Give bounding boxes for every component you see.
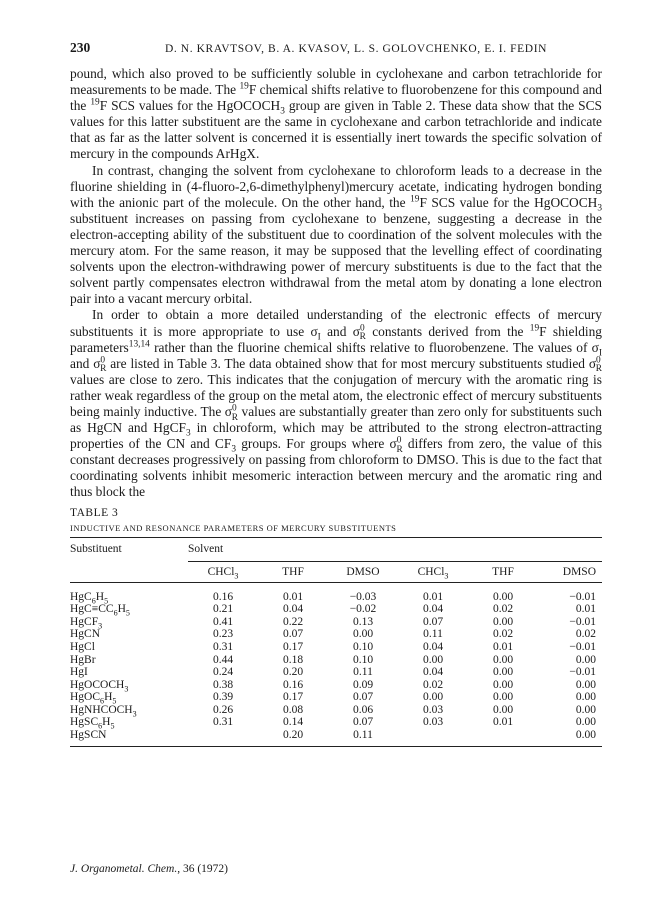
substituent-cell: $HgC_6H_5$	[70, 590, 109, 605]
page-header	[70, 40, 602, 60]
value-cell: 0.06	[352, 703, 374, 716]
value-cell: 0.11	[353, 729, 373, 742]
value-cell: 0.00	[575, 678, 596, 691]
substituent-cell: $HgOC_6H_5$	[70, 691, 117, 706]
value-cell: 0.10	[352, 640, 374, 653]
value-cell: 0.20	[282, 666, 304, 679]
value-cell: 0.02	[575, 628, 596, 641]
value-cell: 0.16	[212, 590, 234, 603]
value-cell: 0.02	[492, 628, 514, 641]
value-cell: 0.13	[352, 615, 374, 628]
substituent-cell: HgCl	[70, 640, 95, 653]
substituent-cell: $HgSC_6H_5$	[70, 716, 115, 731]
value-cell: 0.00	[492, 703, 514, 716]
value-cell: 0.01	[282, 590, 304, 603]
value-cell: 0.07	[422, 615, 444, 628]
value-cell: 0.17	[282, 640, 304, 653]
paragraph-3: In order to obtain a more detailed understanding of the electronic effects of mercury substituents it is more appropriate to use $\sigma_I$ and $\sigma^0_R$ constants derived from the $^{19}$F shielding parameters$^{13,14}$ rather than the fluorine chemical shifts relative to fluorobenzene. The values of $\sigma_I$ and $\sigma^0_R$ are listed in Table 3. The data obtained show that for most mercury substituents studied $\sigma^0_R$ values are close to zero. This indicates that the conjugation of mercury with the aromatic ring is rather weak regardless of the group on the metal atom, the electronic effect of mercury substituents being mainly inductive. The $\sigma^0_R$ values are substantially greater than zero only for substituents such as HgCN and HgCF$_3$ in chloroform, which may be attributed to the strong electron-attracting properties of the CN and $CF_3$ groups. For groups where $\sigma^0_R$ differs from zero, the value of this constant decreases progressively on passing from chloroform to DMSO. This is due to the fact that coordinating solvents inhibit mesomeric interaction between mercury and the aromatic ring and thus block the	[70, 307, 603, 500]
value-cell: 0.00	[492, 653, 514, 666]
value-cell: 0.17	[282, 691, 304, 704]
column-header-blank	[70, 561, 188, 582]
substituent-cell: HgOCOCH$_3$	[70, 678, 129, 693]
value-cell: 0.23	[212, 628, 234, 641]
value-cell: 0.22	[282, 615, 304, 628]
table-row	[70, 716, 602, 729]
value-cell: −0.02	[349, 603, 377, 616]
value-cell: 0.04	[422, 666, 444, 679]
table-row	[70, 603, 602, 616]
value-cell: 0.24	[212, 666, 234, 679]
table-row	[70, 704, 602, 717]
value-cell: 0.04	[422, 640, 444, 653]
value-cell: 0.00	[352, 628, 374, 641]
value-cell: 0.00	[492, 691, 514, 704]
column-header-4: CHCl$_3$	[398, 561, 468, 582]
value-cell: −0.03	[349, 590, 377, 603]
value-cell: 0.03	[422, 716, 444, 729]
table-row	[70, 729, 602, 742]
value-cell: 0.21	[212, 603, 234, 616]
table-label: TABLE 3	[70, 506, 119, 519]
value-cell: 0.20	[282, 729, 304, 742]
value-cell: 0.11	[353, 666, 373, 679]
value-cell: 0.08	[282, 703, 304, 716]
value-cell: 0.31	[212, 640, 234, 653]
value-cell: 0.14	[282, 716, 304, 729]
value-cell: 0.38	[212, 678, 234, 691]
substituent-header: Substituent	[70, 542, 122, 555]
value-cell: 0.26	[212, 703, 234, 716]
value-cell: 0.00	[492, 590, 514, 603]
value-cell: 0.07	[352, 716, 374, 729]
substituent-cell: HgI	[70, 666, 88, 679]
substituent-cell: HgCF$_3$	[70, 615, 103, 631]
table-row	[70, 628, 602, 641]
paragraph-2: In contrast, changing the solvent from cyclohexane to chloroform leads to a decrease in the fluorine shielding in (4-fluoro-2,6-dimethylphenyl)mercury acetate, indicating hydrogen bonding with the anionic part of the molecule. On the other hand, the $^{19}$F SCS value for the HgOCOCH$_3$ substituent increases on passing from cyclohexane to benzene, suggesting a decrease in the electron-accepting ability of the substituent due to coordination of the solvent molecules with the mercury atom. For the same reason, it may be supposed that the levelling effect of coordinating solvents upon the electron-withdrawing power of mercury substituents is due to the fact that the solvent partly compensates electron withdrawal from the metal atom by donating a lone electron pair into a vacant mercury orbital.	[70, 162, 602, 307]
value-cell: 0.07	[282, 628, 304, 641]
value-cell: 0.03	[422, 703, 444, 716]
value-cell: 0.04	[282, 603, 304, 616]
table-caption: INDUCTIVE AND RESONANCE PARAMETERS OF MERCURY SUBSTITUENTS	[70, 522, 397, 533]
value-cell: 0.00	[422, 691, 444, 704]
value-cell: 0.01	[492, 640, 514, 653]
table-row	[70, 591, 602, 604]
value-cell: 0.00	[575, 653, 596, 666]
value-cell: 0.00	[422, 653, 444, 666]
value-cell: 0.02	[422, 678, 444, 691]
page	[70, 40, 602, 747]
journal-name: J. Organometal. Chem.	[70, 863, 178, 875]
solvent-header: Solvent	[188, 537, 602, 561]
column-header-row	[70, 561, 602, 582]
column-header-2: THF	[258, 561, 328, 582]
value-cell: 0.00	[575, 691, 596, 704]
value-cell: −0.01	[569, 590, 596, 603]
value-cell: 0.01	[422, 590, 444, 603]
table-row	[70, 679, 602, 692]
value-cell: 0.31	[212, 716, 234, 729]
value-cell: 0.00	[575, 703, 596, 716]
table-row	[70, 654, 602, 667]
substituent-cell: $HgC\equiv CC_6H_5$	[70, 603, 130, 618]
value-cell: 0.02	[492, 603, 514, 616]
table-row	[70, 641, 602, 654]
substituent-cell: HgBr	[70, 653, 96, 666]
column-header-1: CHCl$_3$	[188, 561, 258, 582]
value-cell: 0.10	[352, 653, 374, 666]
value-cell: 0.01	[575, 603, 596, 616]
value-cell: 0.00	[575, 729, 596, 742]
value-cell: 0.18	[282, 653, 304, 666]
value-cell: 0.00	[492, 615, 514, 628]
table-row	[70, 666, 602, 679]
value-cell: −0.01	[569, 615, 596, 628]
table-row	[70, 691, 602, 704]
table-row	[70, 616, 602, 629]
paragraph-1: pound, which also proved to be sufficiently soluble in cyclohexane and carbon tetrachloride for measurements to be made. The $^{19}$F chemical shifts relative to fluorobenzene for this compound and the $^{19}$F SCS values for the HgOCOCH$_3$ group are given in Table 2. These data show that the SCS values for this latter substituent are the same in cyclohexane and carbon tetrachloride and indicate that as far as the latter solvent is concerned it is essentially inert towards the specific solvation of mercury in the compounds ArHgX.	[70, 66, 603, 162]
value-cell: 0.16	[282, 678, 304, 691]
table-body	[70, 582, 602, 746]
running-head: D. N. KRAVTSOV, B. A. KVASOV, L. S. GOLOVCHENKO, E. I. FEDIN	[164, 43, 548, 55]
substituent-cell: HgCN	[70, 628, 101, 641]
value-cell: −0.01	[569, 666, 596, 679]
value-cell: 0.01	[492, 716, 514, 729]
substituent-cell: HgSCN	[70, 729, 107, 742]
value-cell: 0.44	[212, 653, 234, 666]
value-cell	[398, 729, 468, 742]
page-number: 230	[70, 40, 91, 55]
column-header-6: DMSO	[538, 561, 602, 582]
value-cell: 0.00	[492, 678, 514, 691]
value-cell: 0.04	[422, 603, 444, 616]
value-cell: 0.11	[423, 628, 443, 641]
volume-year: , 36 (1972)	[177, 863, 229, 875]
column-header-5: THF	[468, 561, 538, 582]
value-cell: 0.00	[492, 666, 514, 679]
value-cell: 0.09	[352, 678, 374, 691]
substituent-cell: HgNHCOCH$_3$	[70, 703, 137, 719]
value-cell	[468, 729, 538, 742]
value-cell: −0.01	[569, 640, 596, 653]
value-cell: 0.41	[212, 615, 234, 628]
value-cell	[188, 729, 258, 742]
value-cell: 0.39	[212, 691, 234, 704]
column-header-3: DMSO	[328, 561, 398, 582]
footer-citation	[70, 863, 228, 875]
parameters-table	[70, 537, 602, 747]
value-cell: 0.07	[352, 691, 374, 704]
body-text	[70, 66, 602, 501]
value-cell: 0.00	[575, 716, 596, 729]
